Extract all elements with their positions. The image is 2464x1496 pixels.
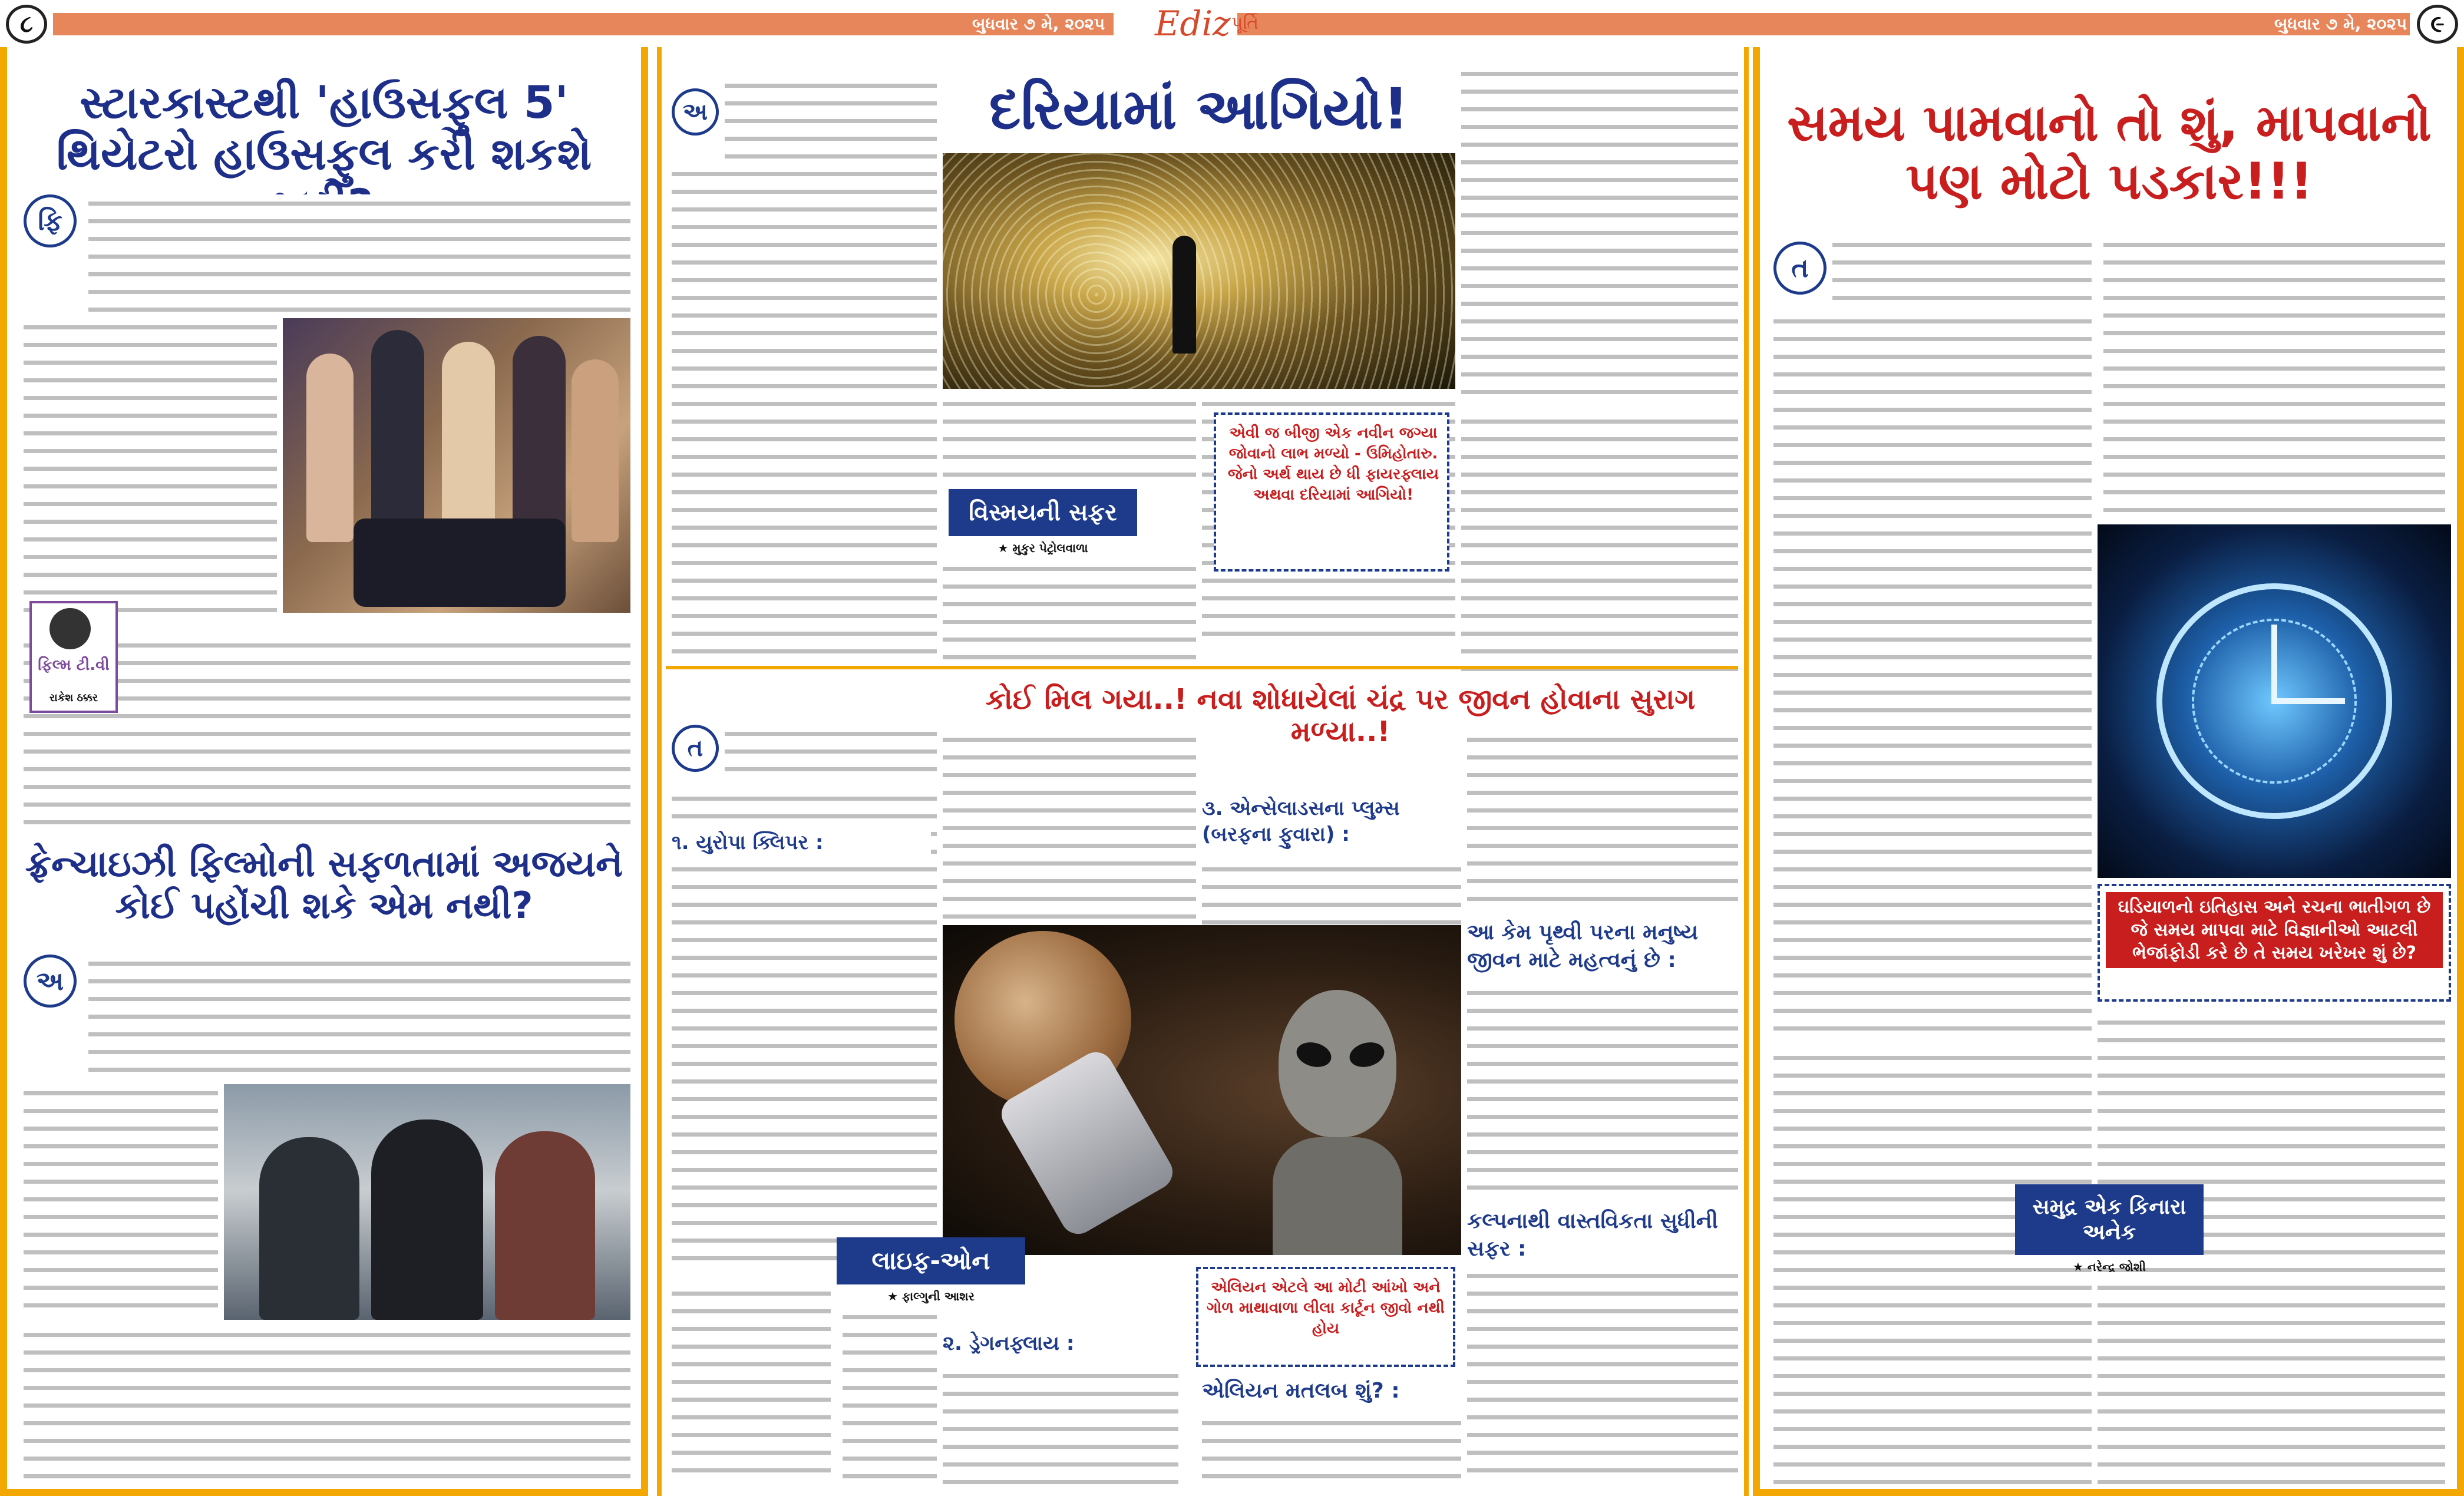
column-author: રાકેશ ઠક્કર: [49, 692, 98, 704]
left-text-block-5: [88, 955, 630, 1078]
right-date: બુધવાર ૭ મે, ૨૦૨૫: [2274, 14, 2407, 34]
subhead-europa: ૧. યુરોપા ક્લિપર :: [672, 831, 931, 854]
center-headline-1: દરિયામાં આગિયો!: [989, 76, 1409, 142]
center-text-block-3: [943, 395, 1196, 483]
film-reel-icon: [49, 608, 91, 649]
center-text-block-15: [672, 1284, 831, 1485]
author-1: ★ મુકુર પેટ્રોલવાળા: [998, 541, 1088, 555]
author-2: ★ ફાલ્ગુની આશર: [887, 1289, 975, 1303]
supplement-logo: Ediz: [1155, 4, 1231, 44]
page-header: [0, 0, 2464, 44]
right-dropcap: ત: [1773, 242, 1826, 295]
center-text-block-8: [725, 725, 937, 784]
subhead-dragonfly: ૨. ડ્રેગનફ્લાય :: [943, 1332, 1075, 1355]
right-pull-quote-box: [2098, 884, 2451, 1002]
center-text-block-16: [943, 1367, 1178, 1485]
center-text-block-6: [1461, 65, 1738, 407]
center-text-block-10: [943, 731, 1196, 919]
subhead-enceladus: ૩. એન્સેલાડસના પ્લુમ્સ (બરફના ફુવારા) :: [1202, 795, 1461, 847]
center-dropcap-2: ત: [672, 725, 719, 772]
left-text-block-2: [24, 318, 277, 625]
left-page-number: ૮: [6, 5, 47, 44]
subhead-why-important: આ કેમ પૃથ્વી પરના મનુષ્ય જીવન માટે મહત્વનું છે :: [1467, 920, 1699, 972]
column-tag: ફિલ્મ ટી.વી: [38, 656, 110, 674]
subhead-fiction-to-reality: કલ્પનાથી વાસ્તવિકતા સુધીની સફર :: [1467, 1209, 1718, 1261]
housefull-cast-photo: [283, 318, 630, 613]
left-dropcap-1: ફિ: [24, 194, 77, 247]
center-text-block-17: [843, 1308, 937, 1485]
space-alien-photo: [943, 925, 1461, 1255]
column-logo-box: [29, 601, 118, 713]
left-text-block-1: [88, 194, 630, 312]
right-page-number: ૯: [2417, 5, 2458, 44]
section-tag-life-on: લાઇફ-ઓન: [837, 1237, 1025, 1284]
center-text-block-13: [1467, 984, 1738, 1202]
right-headline: સમય પામવાનો તો શું, માપવાનો પણ મોટો પડકાર!!!: [1787, 94, 2432, 211]
center-text-block-1: [725, 77, 937, 159]
center-headline-2: કોઈ મિલ ગયા..! નવા શોધાયેલાં ચંદ્ર પર જીવન હોવાના સુરાગ મળ્યા..!: [985, 683, 1696, 749]
left-headline-1: સ્ટારકાસ્ટથી 'હાઉસફુલ 5' થિયેટરો હાઉસફુલ કરી શકશે: [56, 76, 592, 180]
center-text-block-14: [1467, 1267, 1738, 1485]
left-text-block-6: [24, 1084, 218, 1320]
center-right-rule: [1744, 47, 1749, 1496]
left-date: બુધવાર ૭ મે, ૨૦૨૫: [972, 14, 1105, 34]
left-headline-2: ફ્રેન્ચાઇઝી ફિલ્મોની સફળતામાં અજયને કોઈ પહોંચી શકે એમ નથી?: [25, 842, 623, 927]
raid2-cast-photo: [224, 1084, 630, 1320]
center-text-block-9: [672, 790, 937, 1273]
pull-quote-box: [1214, 412, 1449, 572]
section-tag-vismay: વિસ્મયની સફર: [949, 489, 1137, 536]
center-text-block-18: [1202, 1414, 1461, 1485]
author-3: ★ નરેન્દ્ર જોશી: [2073, 1260, 2146, 1274]
left-text-block-7: [24, 1326, 630, 1485]
center-text-block-2: [672, 165, 937, 654]
left-dropcap-2: અ: [24, 955, 77, 1008]
center-left-rule: [657, 47, 662, 1496]
center-dropcap-1: અ: [672, 88, 719, 136]
center-text-block-11: [1202, 860, 1461, 925]
subhead-alien-meaning: એલિયન મતલબ શું? :: [1202, 1379, 1400, 1403]
center-divider: [666, 666, 1738, 669]
center-text-block-5: [943, 560, 1196, 660]
right-text-block-1: [1832, 236, 2092, 306]
header-stripe-left: [53, 13, 1114, 35]
center-text-block-12: [1467, 731, 1738, 907]
clock-photo: [2098, 524, 2451, 878]
header-stripe-right: [1237, 13, 2410, 35]
right-text-block-3: [2103, 236, 2445, 524]
section-tag-samudra: સમુદ્ર એક કિનારા અનેક: [2015, 1184, 2204, 1255]
right-pull-quote: ઘડિયાળનો ઇતિહાસ અને રચના ભાતીગળ છે જે સમય માપવા માટે વિજ્ઞાનીઓ આટલી ભેજાંફોડી કરે છે તે સમય ખરેખર શું છે?: [2106, 892, 2443, 968]
center-text-block-7: [1461, 412, 1738, 672]
pull-quote-2: એલિયન એટલે આ મોટી આંખો અને ગોળ માથાવાળા લીલા કાર્ટૂન જીવો નથી હોય: [1207, 1279, 1445, 1338]
pull-quote-box-2: [1196, 1267, 1455, 1367]
pull-quote: એવી જ બીજી એક નવીન જગ્યા જોવાનો લાભ મળ્યો - ઉમિહોતારુ. જેનો અર્થ થાય છે ધી ફાયરફ્લાય અથવા દરિયામાં આગિયો!: [1227, 424, 1439, 504]
left-text-block-4: [24, 760, 630, 837]
right-text-block-2: [1773, 312, 2092, 1037]
logo-suffix: પૂર્તિ: [1231, 13, 1259, 34]
firefly-sea-photo: [943, 153, 1455, 389]
